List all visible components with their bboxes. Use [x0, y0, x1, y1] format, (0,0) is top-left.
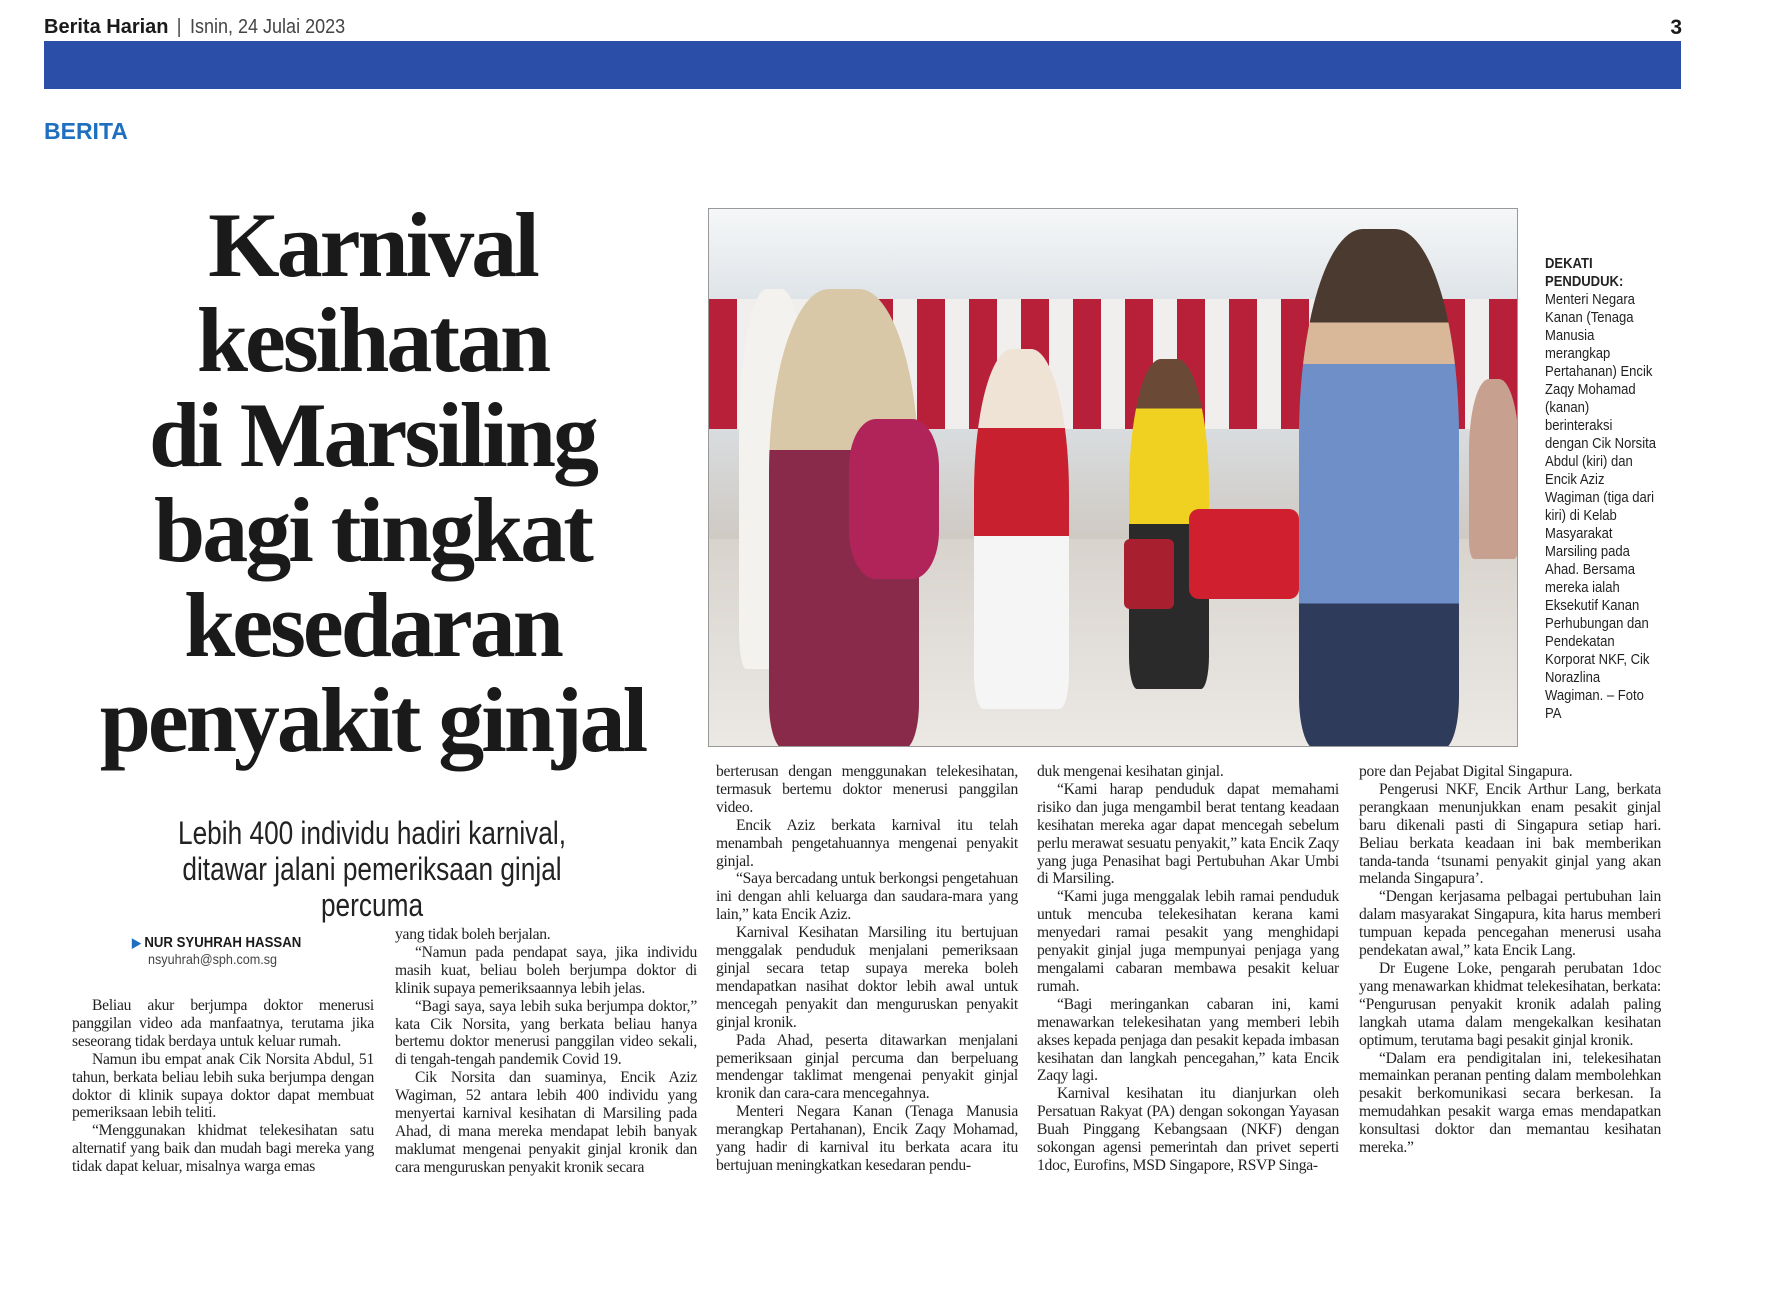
paragraph: Pada Ahad, peserta ditawarkan menjalani pemeriksaan ginjal percuma dan berpeluang mendengar taklimat mengenai penyakit ginjal kronik dan cara-cara mencegahnya. — [716, 1031, 1018, 1103]
article-column-2 — [395, 926, 697, 1177]
paragraph: “Saya bercadang untuk berkongsi pengetahuan ini dengan ahli keluarga dan saudara-mara yang lain,” kata Encik Aziz. — [716, 870, 1018, 924]
paragraph: “Bagi meringankan cabaran ini, kami menawarkan telekesihatan yang memberi lebih akses kepada penjaga dan pesakit kepada imbasan kesihatan dan langkah pencegahan,” kata Encik Zaqy lagi. — [1037, 995, 1339, 1085]
byline — [132, 934, 324, 967]
article-photo — [708, 208, 1518, 747]
paragraph: Karnival kesihatan itu dianjurkan oleh Persatuan Rakyat (PA) dengan sokongan Yayasan Buah Pinggang Kebangsaan (NKF) dengan sokongan agensi pemerintah dan privet seperti 1doc, Eurofins, MSD Singapore, RSVP Singa- — [1037, 1085, 1339, 1174]
photo-caption — [1545, 255, 1658, 723]
subheadline — [142, 815, 601, 923]
paragraph: “Kami harap penduduk dapat memahami risiko dan juga mengambil berat tentang keadaan kesihatan mereka agar dapat mencegah sebelum perlu merawat sesuatu penyakit,” kata Encik Zaqy yang juga Penasihat bagi Pertubuhan Akar Umbi di Marsiling. — [1037, 780, 1339, 888]
paragraph: Encik Aziz berkata karnival itu telah menambah pengetahuannya mengenai penyakit ginjal. — [716, 816, 1018, 870]
paragraph: “Menggunakan khidmat telekesihatan satu alternatif yang baik dan mudah bagi mereka yang tidak dapat keluar, misalnya warga emas — [72, 1122, 374, 1176]
article-column-5 — [1359, 763, 1661, 1157]
page-number: 3 — [1670, 16, 1682, 39]
paragraph: “Dengan kerjasama pelbagai pertubuhan lain dalam masyarakat Singapura, kita harus memberi tumpuan kepada pencegahan menerusi usaha pendekatan awal,” kata Encik Lang. — [1359, 888, 1661, 960]
paragraph: Beliau akur berjumpa doktor menerusi panggilan video ada manfaatnya, terutama jika seseorang tidak berdaya untuk keluar rumah. — [72, 997, 374, 1050]
caption-lead: DEKATI PENDUDUK: — [1545, 256, 1624, 290]
headline — [60, 194, 685, 771]
headline-line: Karnival — [208, 194, 537, 296]
headline-line: bagi tingkat — [154, 479, 591, 581]
headline-line: kesihatan — [196, 289, 549, 391]
header-bar — [44, 41, 1681, 89]
paragraph: pore dan Pejabat Digital Singapura. — [1359, 763, 1573, 780]
paragraph: Pengerusi NKF, Encik Arthur Lang, berkata perangkaan menunjukkan enam pesakit ginjal baru dikenali pasti di Singapura setiap hari. Beliau berkata keadaan ini bak memberikan tanda-tanda ‘tsunami penyakit ginjal yang akan melanda Singapura’. — [1359, 780, 1661, 888]
paragraph: Dr Eugene Loke, pengarah perubatan 1doc yang menawarkan khidmat telekesihatan, berkata: “Pengurusan penyakit kronik adalah paling langkah utama dalam mengekalkan kesihatan optimum, terutama bagi pesakit ginjal kronik. — [1359, 959, 1661, 1049]
masthead — [44, 16, 362, 39]
paragraph: berterusan dengan menggunakan telekesihatan, termasuk bertemu doktor menerusi panggilan video. — [716, 763, 1018, 816]
headline-line: kesedaran — [184, 574, 561, 676]
paragraph: “Namun pada pendapat saya, jika individu masih kuat, beliau boleh berjumpa doktor di klinik supaya pemeriksaannya lebih jelas. — [395, 943, 697, 997]
paragraph: duk mengenai kesihatan ginjal. — [1037, 763, 1224, 780]
section-label: BERITA — [44, 118, 128, 144]
paragraph: Karnival Kesihatan Marsiling itu bertujuan menggalak penduduk menjalani pemeriksaan ginjal secara tetap supaya mereka boleh mendapatkan nasihat doktor lebih awal untuk mencegah penyakit dan menguruskan penyakit ginjal kronik. — [716, 924, 1018, 1031]
author-name: NUR SYUHRAH HASSAN — [144, 934, 302, 951]
paragraph: yang tidak boleh berjalan. — [395, 926, 551, 943]
paragraph: “Dalam era pendigitalan ini, telekesihatan memainkan peranan penting dalam membolehkan pesakit berkomunikasi secara berkesan. Ia memudahkan pesakit warga emas mendapatkan konsultasi doktor dan memantau kesihatan mereka.” — [1359, 1049, 1661, 1157]
headline-line: di Marsiling — [148, 384, 597, 486]
article-column-4 — [1037, 763, 1339, 1175]
paragraph: Cik Norsita dan suaminya, Encik Aziz Wagiman, 52 antara lebih 400 individu yang menyertai karnival kesihatan di Marsiling pada Ahad, di mana mereka mendapat lebih banyak maklumat mengenai penyakit ginjal kronik dan cara menguruskan penyakit kronik secara — [395, 1069, 697, 1176]
author-email[interactable]: nsyuhrah@sph.com.sg — [148, 951, 278, 967]
separator: | — [176, 16, 182, 38]
paragraph: Namun ibu empat anak Cik Norsita Abdul, 51 tahun, berkata beliau lebih suka berjumpa dengan doktor di klinik supaya doktor dapat membuat pemeriksaan lebih teliti. — [72, 1050, 374, 1122]
triangle-icon: ▶ — [132, 935, 141, 950]
subheadline-line: ditawar jalani pemeriksaan ginjal percuma — [182, 851, 562, 923]
article-column-3 — [716, 763, 1018, 1175]
paragraph: Menteri Negara Kanan (Tenaga Manusia merangkap Pertahanan), Encik Zaqy Mohamad, yang hadir di karnival itu berkata acara itu bertujuan meningkatkan kesedaran pendu- — [716, 1103, 1018, 1174]
article-column-1 — [72, 997, 374, 1176]
paragraph: “Kami juga menggalak lebih ramai penduduk untuk mencuba telekesihatan kerana kami menyedari ramai pesakit yang menghidapi penyakit ginjal juga mempunyai penjaga yang mengalami cabaran membawa pesakit keluar rumah. — [1037, 888, 1339, 995]
caption-text: Menteri Negara Kanan (Tenaga Manusia merangkap Pertahanan) Encik Zaqy Mohamad (kanan) berinteraksi dengan Cik Norsita Abdul (kiri) dan Encik Aziz Wagiman (tiga dari kiri) di Kelab Masyarakat Marsiling pada Ahad. Bersama mereka ialah Eksekutif Kanan Perhubungan dan Pendekatan Korporat NKF, Cik Norazlina Wagiman. – Foto PA — [1545, 292, 1656, 722]
subheadline-line: Lebih 400 individu hadiri karnival, — [177, 815, 567, 851]
paragraph: “Bagi saya, saya lebih suka berjumpa doktor,” kata Cik Norsita, yang berkata beliau hanya bertemu doktor menerusi panggilan video sekali, di tengah-tengah pandemik Covid 19. — [395, 997, 697, 1069]
publication-name: Berita Harian — [44, 16, 169, 38]
headline-line: penyakit ginjal — [99, 669, 646, 771]
publication-date: Isnin, 24 Julai 2023 — [189, 16, 345, 38]
